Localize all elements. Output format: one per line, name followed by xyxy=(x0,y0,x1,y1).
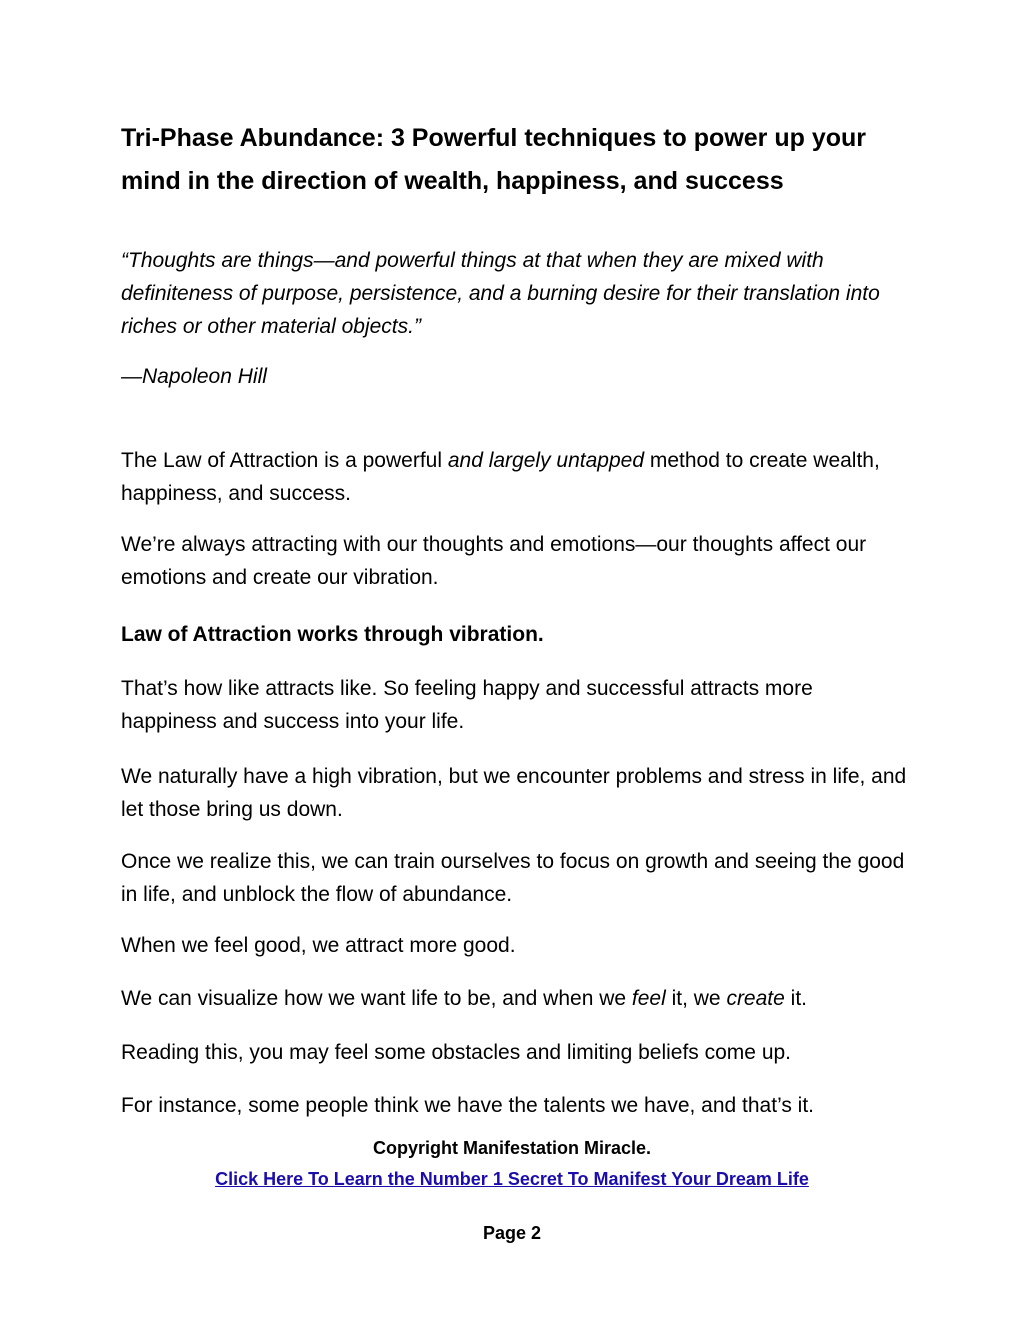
manifest-secret-link[interactable]: Click Here To Learn the Number 1 Secret To Manifest Your Dream Life xyxy=(215,1169,809,1189)
page-number: Page 2 xyxy=(482,1223,542,1243)
paragraph-text: The Law of Attraction is a powerful xyxy=(121,449,448,472)
paragraph-visualize xyxy=(121,982,911,1015)
footer-copyright: Copyright Manifestation Miracle. xyxy=(372,1138,652,1158)
paragraph-emphasis-create: create xyxy=(726,987,785,1010)
paragraph-text: method to create wealth, happiness, and success. xyxy=(121,449,880,505)
paragraph-emphasis-feel: feel xyxy=(631,987,666,1010)
paragraph-text: it, we xyxy=(665,987,727,1010)
footer-link-container xyxy=(0,1169,1024,1190)
paragraph-feel-good: When we feel good, we attract more good. xyxy=(121,934,516,957)
paragraph-text: it. xyxy=(784,987,807,1010)
paragraph-attracting: We’re always attracting with our thoughts and emotions—our thoughts affect our emotions and create our vibration. xyxy=(121,533,867,589)
paragraph-text: We can visualize how we want life to be, and when we xyxy=(121,987,632,1010)
paragraph-vibration-heading: Law of Attraction works through vibration. xyxy=(121,623,544,646)
paragraph-like-attracts-like: That’s how like attracts like. So feeling happy and successful attracts more happiness and success into your life. xyxy=(121,677,813,733)
paragraph-law-of-attraction xyxy=(121,444,911,510)
paragraph-train-ourselves: Once we realize this, we can train ourselves to focus on growth and seeing the good in life, and unblock the flow of abundance. xyxy=(121,850,905,906)
paragraph-emphasis: and largely untapped xyxy=(447,449,645,472)
document-title: Tri-Phase Abundance: 3 Powerful techniques to power up your mind in the direction of wealth, happiness, and success xyxy=(121,124,867,195)
quote-text: “Thoughts are things—and powerful things at that when they are mixed with definiteness of purpose, persistence, and a burning desire for their translation into riches or other material objects.” xyxy=(121,249,880,338)
quote-author: —Napoleon Hill xyxy=(121,365,267,388)
paragraph-high-vibration: We naturally have a high vibration, but we encounter problems and stress in life, and let those bring us down. xyxy=(121,765,907,821)
paragraph-obstacles: Reading this, you may feel some obstacles and limiting beliefs come up. xyxy=(121,1041,792,1064)
paragraph-talents: For instance, some people think we have the talents we have, and that’s it. xyxy=(121,1094,815,1117)
